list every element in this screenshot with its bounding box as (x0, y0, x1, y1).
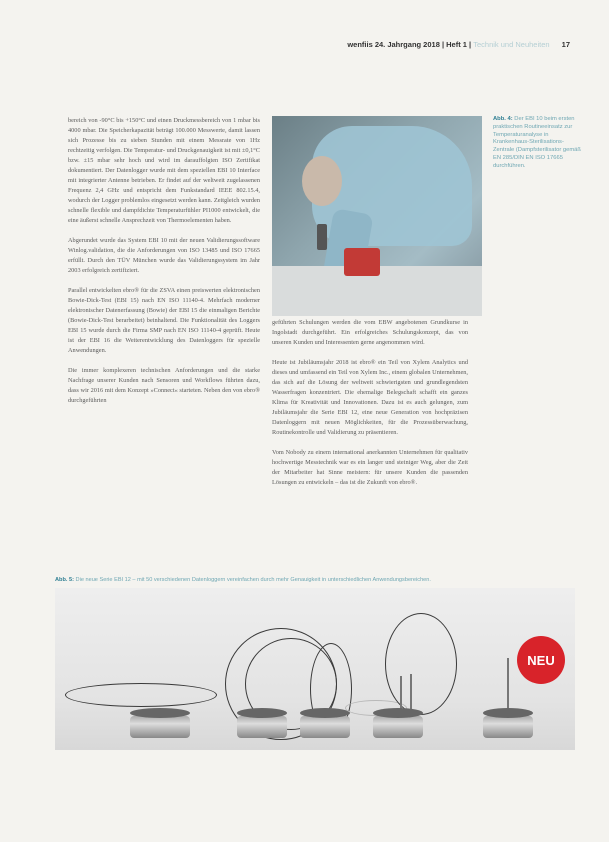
new-badge: NEU (517, 636, 565, 684)
figure-4-caption (493, 116, 585, 171)
running-header (300, 40, 570, 49)
left-text-column (68, 116, 260, 416)
caption-label: Abb. 4: (493, 116, 513, 122)
figure-5-caption (55, 577, 575, 584)
caption-text: Die neue Serie EBI 12 – mit 50 verschiedenen Datenloggern vereinfachen durch mehr Genauigkeit in unterschiedlichen Anwendungsbereichen. (75, 577, 431, 583)
logger-unit (483, 716, 533, 738)
data-logger-product-photo (55, 588, 575, 750)
logger-unit (373, 716, 423, 738)
paragraph: Die immer komplexeren technischen Anforderungen und die starke Nachfrage unserer Kunden nach Sensoren und Workflows führten dazu, dass wir 2016 mit dem Konzept »Connect« starteten. Neben den von ebro® durchgeführten (68, 367, 260, 404)
paragraph: geführten Schulungen werden die vom EBW angebotenen Grundkurse in Ingolstadt durchgeführt. Ein erfolgreiches Schulungskonzept, das von unseren Kunden und Interessenten gerne angenommen wird. (272, 319, 468, 346)
paragraph: Abgerundet wurde das System EBI 10 mit der neuen Validierungssoftware Winlog.validation, die die Anforderungen von ISO 13485 und ISO 17665 erfüllt. Durch den TÜV München wurde das Validierungssystem im Jahr 2003 erfolgreich zertifiziert. (68, 237, 260, 274)
paragraph: Heute ist Jubiläumsjahr 2018 ist ebro® ein Teil von Xylem Analytics und dieses und umfassend ein Teil von Xylem Inc., einem globalen Unternehmen, das sich auf die Lösung der weltweit schwierigsten und grundlegendsten Wasserfragen konzentriert. Die ehemalige Belegschaft schafft ein ganzes Klima für Kreativität und Innovationen. Dazu ist es auch gelungen, zum Jubiläumsjahr die Serie EBI 12, eine neue Generation von hochpräzisen Datenloggern mit neuen Möglichkeiten, für die Prozessüberwachung, Routinekontrolle und Validierung zu präsentieren. (272, 359, 468, 436)
page-number: 17 (561, 40, 570, 49)
lab-technician-photo (272, 116, 482, 316)
logger-unit (130, 716, 190, 738)
section-name: Technik und Neuheiten (473, 40, 550, 49)
journal-title: wenfiis 24. Jahrgang 2018 | Heft 1 | (347, 40, 472, 49)
paragraph: Vom Nobody zu einem international anerkannten Unternehmen für qualitativ hochwertige Messtechnik war es ein langer und steiniger Weg, aber die Zeit der Mitarbeiter hat Sinne meistern: für unsere Kunden die passenden Lösungen zu entwickeln – das ist die Zukunft von ebro®. (272, 449, 468, 486)
logger-unit (237, 716, 287, 738)
paragraph: Parallel entwickelten ebro® für die ZSVA einen preiswerten elektronischen Bowie-Dick-Test (EBI 15) nach EN ISO 11140-4. Mehrfach moderner elektronischer Datenerfassung (Bowie) der EBI 15 die einmaligen Berichte (Bowie-Dick-Test berarbeitet) beinhaltend. Die Funktionalität des Loggers EBI 15 wurde durch die Firma SMP nach EN ISO 11140-4 geprüft. Heute ist der EBI 16 die Weiterentwicklung des Datenloggers für spezielle Anwendungen. (68, 287, 260, 354)
right-text-column (272, 318, 468, 498)
logger-unit (300, 716, 350, 738)
caption-label: Abb. 5: (55, 577, 74, 583)
paragraph: bereich von -90°C bis +150°C und einen Druckmessbereich von 1 mbar bis 4000 mbar. Die Speicherkapazität beträgt 100.000 Messwerte, damit lassen sich Prozesse bis zu sieben Stunden mit einem Messrate von 1Hz rechtzeitig verfolgen. Die Temperatur- und Druckgenauigkeit ist mit ±0,1°C bzw. ±15 mbar sehr hoch und wird im darauffolgten ISO Zertifikat dokumentiert. Der Datenlogger wurde mit dem speziellen EBI 10 Interface mit integrierter Antenne betrieben. Er findet auf der weltweit zugelassenen Frequenz 2,4 GHz und entspricht dem Funkstandard IEEE 802.15.4, wodurch der Logger problemlos eingesetzt werden kann. Zeitgleich wurden schnelle flexible und dampfdichte Temperaturfühler PI1000 entwickelt, die eine äußerst schnelle Ansprechzeit von Thermoelementen haben. (68, 117, 260, 224)
caption-text: Der EBI 10 beim ersten praktischen Routineeinsatz zur Temperaturanalyse in Krankenhaus-Sterilisations-Zentrale (Dampfsterilisator gemäß EN 285/DIN EN ISO 17665 durchführen. (493, 116, 581, 169)
